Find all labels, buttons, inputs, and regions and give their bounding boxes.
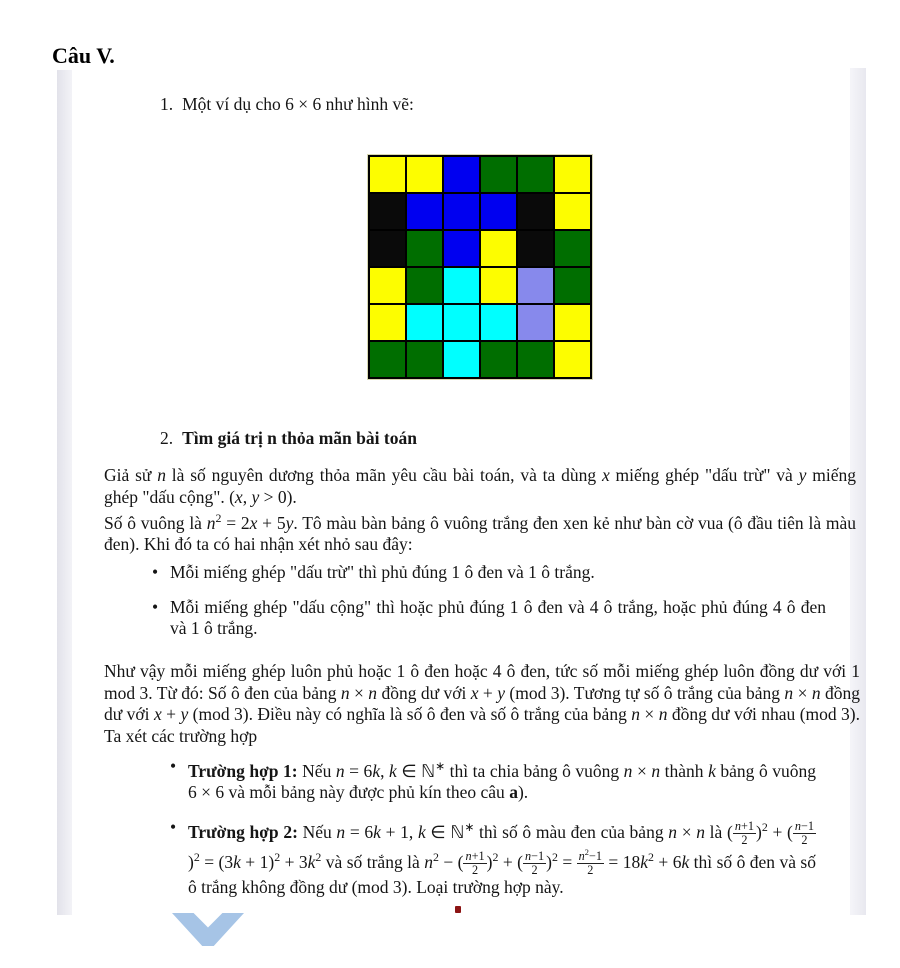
grid-cell bbox=[444, 268, 479, 303]
grid-cell bbox=[555, 268, 590, 303]
grid-cell bbox=[370, 305, 405, 340]
grid-cell bbox=[407, 194, 442, 229]
page-edge-left bbox=[57, 70, 72, 915]
grid-cell bbox=[407, 305, 442, 340]
grid-cell bbox=[518, 194, 553, 229]
paragraph-analysis: Như vậy mỗi miếng ghép luôn phủ hoặc 1 ô đen hoặc 4 ô đen, tức số mỗi miếng ghép luôn đồng dư với 1 mod 3. Từ đó: Số ô đen của bảng n × n đồng dư với x + y (mod 3). Tương tự số ô trắng của bảng n × n đồng dư với x + y (mod 3). Điều này có nghĩa là số ô đen và số ô trắng của bảng n × n đồng dư với nhau (mod 3). Ta xét các trường hợp bbox=[104, 661, 861, 746]
grid-cell bbox=[518, 342, 553, 377]
grid-cell bbox=[555, 231, 590, 266]
grid-cell bbox=[555, 305, 590, 340]
grid-cell bbox=[481, 194, 516, 229]
grid-6x6 bbox=[368, 155, 592, 379]
page-title: Câu V. bbox=[52, 42, 115, 68]
grid-cell bbox=[481, 305, 516, 340]
notes-list bbox=[150, 562, 826, 653]
grid-cell bbox=[444, 194, 479, 229]
grid-cell bbox=[407, 157, 442, 192]
grid-cell bbox=[555, 194, 590, 229]
grid-cell bbox=[481, 157, 516, 192]
grid-cell bbox=[444, 231, 479, 266]
note-bullet: • Mỗi miếng ghép "dấu cộng" thì hoặc phủ đúng 1 ô đen và 4 ô trắng, hoặc phủ đúng 4 ô đen và 1 ô trắng. bbox=[150, 597, 826, 640]
grid-cell bbox=[407, 231, 442, 266]
grid-cell bbox=[370, 342, 405, 377]
grid-cell bbox=[370, 194, 405, 229]
grid-cell bbox=[444, 342, 479, 377]
grid-cell bbox=[555, 157, 590, 192]
grid-cell bbox=[407, 268, 442, 303]
grid-cell bbox=[481, 268, 516, 303]
grid-cell bbox=[518, 231, 553, 266]
paragraph-setup: Giả sử n là số nguyên dương thỏa mãn yêu cầu bài toán, và ta dùng x miếng ghép "dấu trừ" và y miếng ghép "dấu cộng". (x, y > 0). Số ô vuông là $n^2 = 2x + 5y$. Tô màu bàn bảng ô vuông trắng đen xen kẻ như bàn cờ vua (ô đầu tiên là màu đen). Khi đó ta có hai nhận xét nhỏ sau đây: bbox=[104, 465, 856, 555]
grid-cell bbox=[370, 157, 405, 192]
cases-list bbox=[168, 756, 816, 912]
grid-cell bbox=[518, 305, 553, 340]
grid-cell bbox=[370, 231, 405, 266]
note-bullet: • Mỗi miếng ghép "dấu trừ" thì phủ đúng 1 ô đen và 1 ô trắng. bbox=[150, 562, 826, 584]
case-bullet: • Trường hợp 1: Nếu n = 6k, k ∈ ℕ∗ thì ta chia bảng ô vuông n × n thành k bảng ô vuông 6 × 6 và mỗi bảng này được phủ kín theo câu a). bbox=[168, 756, 816, 804]
grid-cell bbox=[370, 268, 405, 303]
list-item-1 bbox=[160, 94, 414, 116]
list-item-2 bbox=[160, 428, 417, 450]
grid-cell bbox=[518, 268, 553, 303]
grid-cell bbox=[481, 231, 516, 266]
chevron-down-icon[interactable] bbox=[172, 913, 244, 946]
grid-cell bbox=[481, 342, 516, 377]
grid-cell bbox=[555, 342, 590, 377]
red-dot-mark bbox=[455, 906, 461, 913]
grid-cell bbox=[407, 342, 442, 377]
grid-cell bbox=[518, 157, 553, 192]
grid-cell bbox=[444, 157, 479, 192]
item-heading: Tìm giá trị n thỏa mãn bài toán bbox=[182, 428, 417, 448]
item-number: 2. bbox=[160, 428, 174, 448]
case-bullet: • Trường hợp 2: Nếu n = 6k + 1, k ∈ ℕ∗ thì số ô màu đen của bảng n × n là ( $\frac{n+1}{2}$ )$^2$ + ( $\frac{n-1}{2}$ )$^2 = (3k + 1)^2 + 3k^2$ và số trắng là $n^2$ − ( $\frac{n+1}{2}$ )$^2$ + ( $\frac{n-1}{2}$ )$^2$ = $\frac{n^2-1}{2}$ = $18k^2 + 6k$ thì số ô đen và số ô trắng không đồng dư (mod 3). Loại trường hợp này. bbox=[168, 817, 816, 899]
grid-cell bbox=[444, 305, 479, 340]
item-number: 1. bbox=[160, 94, 174, 114]
item-text: Một ví dụ cho 6 × 6 như hình vẽ: bbox=[182, 94, 414, 114]
